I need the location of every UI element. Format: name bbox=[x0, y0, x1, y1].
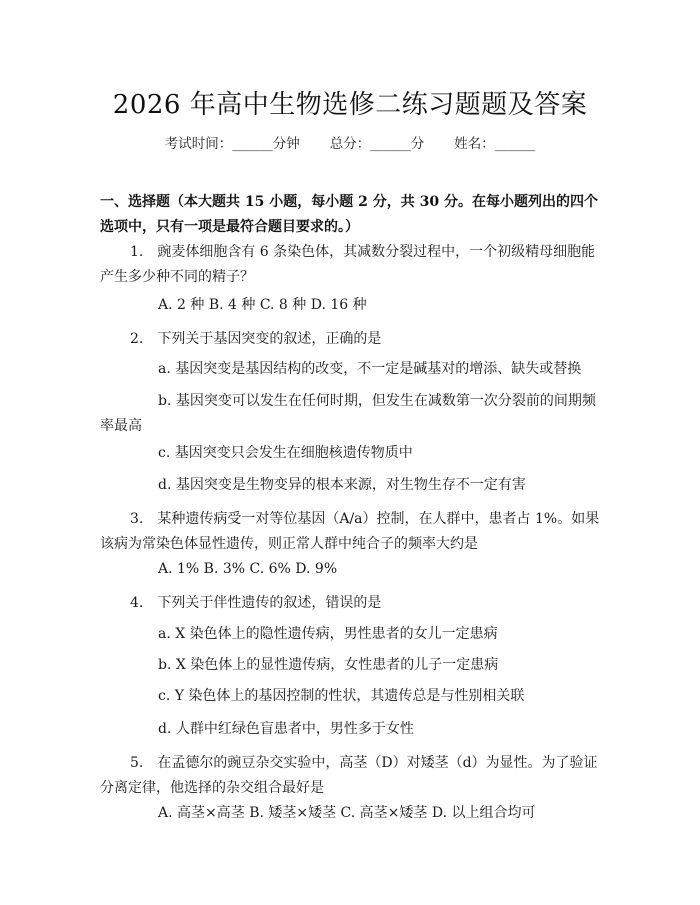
question-2-stem: 2. 下列关于基因突变的叙述，正确的是 bbox=[130, 331, 382, 347]
page-title: 2026 年高中生物选修二练习题题及答案 bbox=[112, 90, 588, 120]
question-4-stem: 4. 下列关于伴性遗传的叙述，错误的是 bbox=[130, 595, 382, 611]
question-2-option-b: b. 基因突变可以发生在任何时期，但发生在减数第一次分裂前的间期频率最高 bbox=[100, 393, 596, 434]
question-4-option-a: a. X 染色体上的隐性遗传病，男性患者的女儿一定患病 bbox=[158, 626, 498, 642]
question-4-option-b: b. X 染色体上的显性遗传病，女性患者的儿子一定患病 bbox=[158, 657, 499, 673]
question-4-option-c: c. Y 染色体上的基因控制的性状，其遗传总是与性别相关联 bbox=[158, 688, 525, 704]
section-heading: 一、选择题（本大题共 15 小题，每小题 2 分，共 30 分。在每小题列出的四个选项中，只有一项是最符合题目要求的。） bbox=[100, 194, 598, 235]
question-4-option-d: d. 人群中红绿色盲患者中，男性多于女性 bbox=[158, 721, 414, 737]
question-5-stem: 5. 在孟德尔的豌豆杂交实验中，高茎（D）对矮茎（d）为显性。为了验证分离定律，他选择的杂交组合最好是 bbox=[100, 755, 598, 796]
question-5-options: A. 高茎×高茎 B. 矮茎×矮茎 C. 高茎×矮茎 D. 以上组合均可 bbox=[158, 805, 536, 821]
question-2-option-c: c. 基因突变只会发生在细胞核遗传物质中 bbox=[158, 445, 413, 461]
question-1-stem: 1. 豌麦体细胞含有 6 条染色体，其减数分裂过程中，一个初级精母细胞能产生多少种不同的精子？ bbox=[100, 244, 596, 285]
exam-time-field: 考试时间：______分钟 bbox=[164, 136, 300, 152]
question-2-option-d: d. 基因突变是生物变异的根本来源，对生物生存不一定有害 bbox=[158, 477, 526, 493]
total-score-field: 总分：______分 bbox=[329, 136, 425, 152]
question-1-options: A. 2 种 B. 4 种 C. 8 种 D. 16 种 bbox=[158, 297, 367, 313]
exam-meta bbox=[0, 132, 700, 152]
student-name-field: 姓名：______ bbox=[454, 136, 536, 152]
question-2-option-a: a. 基因突变是基因结构的改变，不一定是碱基对的增添、缺失或替换 bbox=[158, 361, 582, 377]
question-3-stem: 3. 某种遗传病受一对等位基因（A/a）控制，在人群中，患者占 1%。如果该病为常染色体显性遗传，则正常人群中纯合子的频率大约是 bbox=[100, 511, 600, 552]
question-3-options: A. 1% B. 3% C. 6% D. 9% bbox=[158, 561, 338, 577]
